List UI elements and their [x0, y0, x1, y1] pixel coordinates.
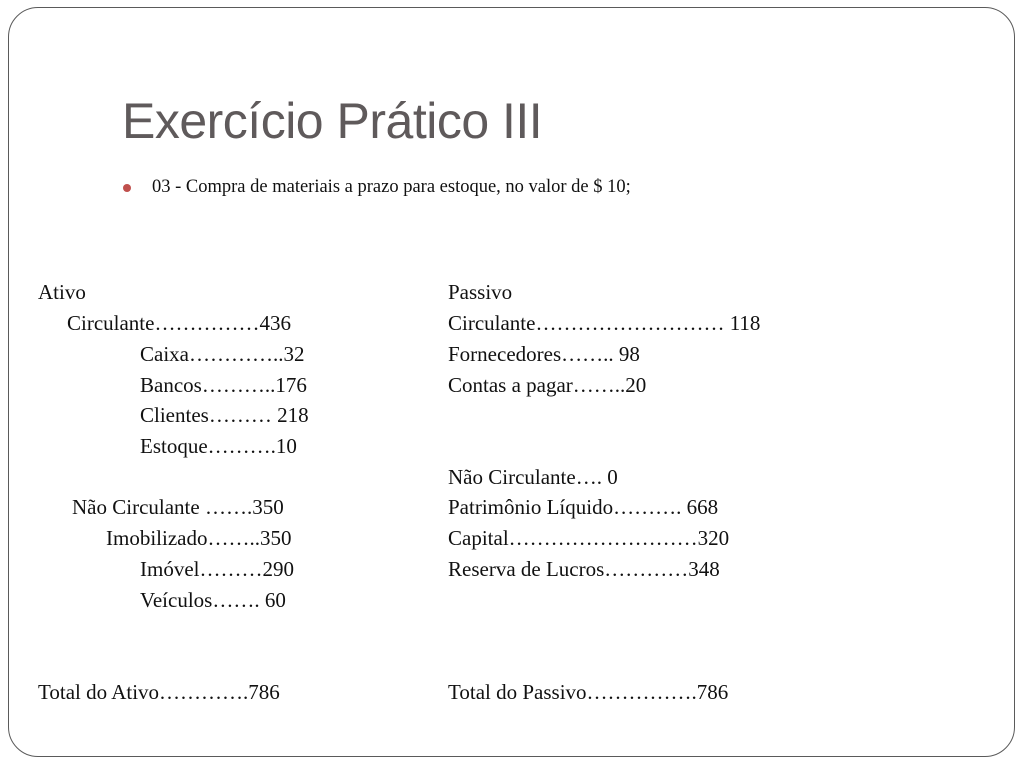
ativo-total: Total do Ativo………….786 [38, 680, 280, 704]
ativo-imovel: Imóvel………290 [140, 557, 294, 581]
ativo-imobilizado: Imobilizado……..350 [106, 526, 292, 550]
passivo-fornecedores: Fornecedores…….. 98 [448, 342, 640, 366]
ativo-estoque: Estoque……….10 [140, 434, 297, 458]
passivo-contas-a-pagar: Contas a pagar……..20 [448, 373, 647, 397]
ativo-clientes: Clientes……… 218 [140, 403, 309, 427]
passivo-heading: Passivo [448, 280, 513, 304]
capital: Capital………………………320 [448, 526, 730, 550]
passivo-circulante: Circulante……………………… 118 [448, 311, 761, 335]
ativo-bancos: Bancos………..176 [140, 373, 307, 397]
reserva-de-lucros: Reserva de Lucros…………348 [448, 557, 720, 581]
slide-title: Exercício Prático III [122, 93, 543, 149]
patrimonio-liquido: Patrimônio Líquido………. 668 [448, 495, 719, 519]
ativo-circulante: Circulante……………436 [67, 311, 291, 335]
passivo-total: Total do Passivo…………….786 [448, 680, 729, 704]
ativo-caixa: Caixa…………..32 [140, 342, 305, 366]
ativo-nao-circulante: Não Circulante …….350 [72, 495, 284, 519]
ativo-veiculos: Veículos……. 60 [140, 588, 286, 612]
ativo-heading: Ativo [38, 280, 86, 304]
bullet-dot-icon [123, 184, 131, 192]
passivo-nao-circulante: Não Circulante…. 0 [448, 465, 618, 489]
bullet-text: 03 - Compra de materiais a prazo para estoque, no valor de $ 10; [152, 177, 631, 197]
